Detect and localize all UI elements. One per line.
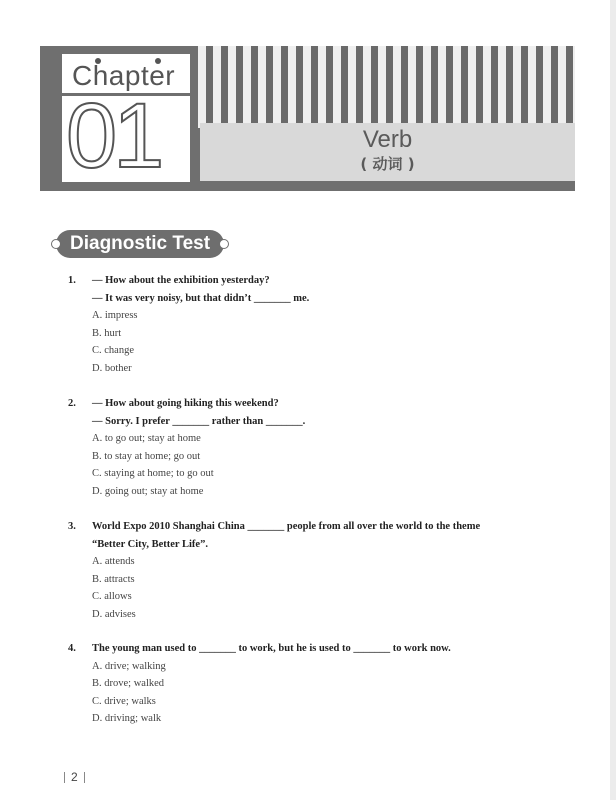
question-2 xyxy=(68,395,548,500)
section-title: Diagnostic Test xyxy=(70,233,211,254)
answer-option: B. hurt xyxy=(92,327,122,339)
question-stem: — It was very noisy, but that didn’t _______ me. xyxy=(92,292,310,304)
footer-divider xyxy=(84,772,85,783)
page-edge xyxy=(610,0,616,800)
chapter-box xyxy=(62,54,190,187)
banner-stripes xyxy=(198,46,575,128)
question-stem: — How about going hiking this weekend? xyxy=(92,398,279,409)
section-heading xyxy=(56,230,224,258)
answer-option: A. to go out; stay at home xyxy=(92,433,201,444)
chapter-subtitle: ( 动词 ) xyxy=(360,155,415,173)
chapter-number: 01 xyxy=(66,85,161,187)
question-3 xyxy=(68,518,548,623)
answer-option: B. to stay at home; go out xyxy=(92,450,201,462)
answer-option: D. going out; stay at home xyxy=(92,485,204,497)
bullet-dot-icon xyxy=(51,239,61,249)
answer-option: D. bother xyxy=(92,362,132,374)
question-stem: World Expo 2010 Shanghai China _______ people from all over the world to the theme xyxy=(92,521,481,532)
question-1 xyxy=(68,272,548,377)
chapter-label: Chapter xyxy=(72,60,176,91)
chapter-banner xyxy=(40,46,575,191)
chapter-title-box xyxy=(200,123,575,181)
page-footer xyxy=(58,770,91,784)
question-number: 4. xyxy=(68,643,76,654)
answer-option: B. attracts xyxy=(92,573,135,585)
answer-option: A. impress xyxy=(92,310,138,321)
footer-divider xyxy=(64,772,65,783)
answer-option: C. allows xyxy=(92,591,132,602)
question-4 xyxy=(68,640,548,728)
page-number: 2 xyxy=(71,770,78,784)
question-stem: The young man used to _______ to work, but he is used to _______ to work now. xyxy=(92,643,451,654)
answer-option: A. attends xyxy=(92,556,135,567)
answer-option: C. staying at home; to go out xyxy=(92,468,214,479)
question-number: 2. xyxy=(68,398,76,409)
answer-option: D. driving; walk xyxy=(92,713,162,724)
answer-option: D. advises xyxy=(92,608,136,620)
question-stem: “Better City, Better Life”. xyxy=(92,538,208,550)
question-number: 1. xyxy=(68,275,76,286)
question-stem: — How about the exhibition yesterday? xyxy=(92,275,270,286)
bullet-dot-icon xyxy=(219,239,229,249)
question-number: 3. xyxy=(68,521,76,532)
chapter-title: Verb xyxy=(362,126,413,153)
answer-option: C. drive; walks xyxy=(92,695,156,707)
answer-option: C. change xyxy=(92,345,134,356)
question-stem: — Sorry. I prefer _______ rather than _______. xyxy=(92,415,306,427)
answer-option: B. drove; walked xyxy=(92,678,165,689)
answer-option: A. drive; walking xyxy=(92,660,166,672)
